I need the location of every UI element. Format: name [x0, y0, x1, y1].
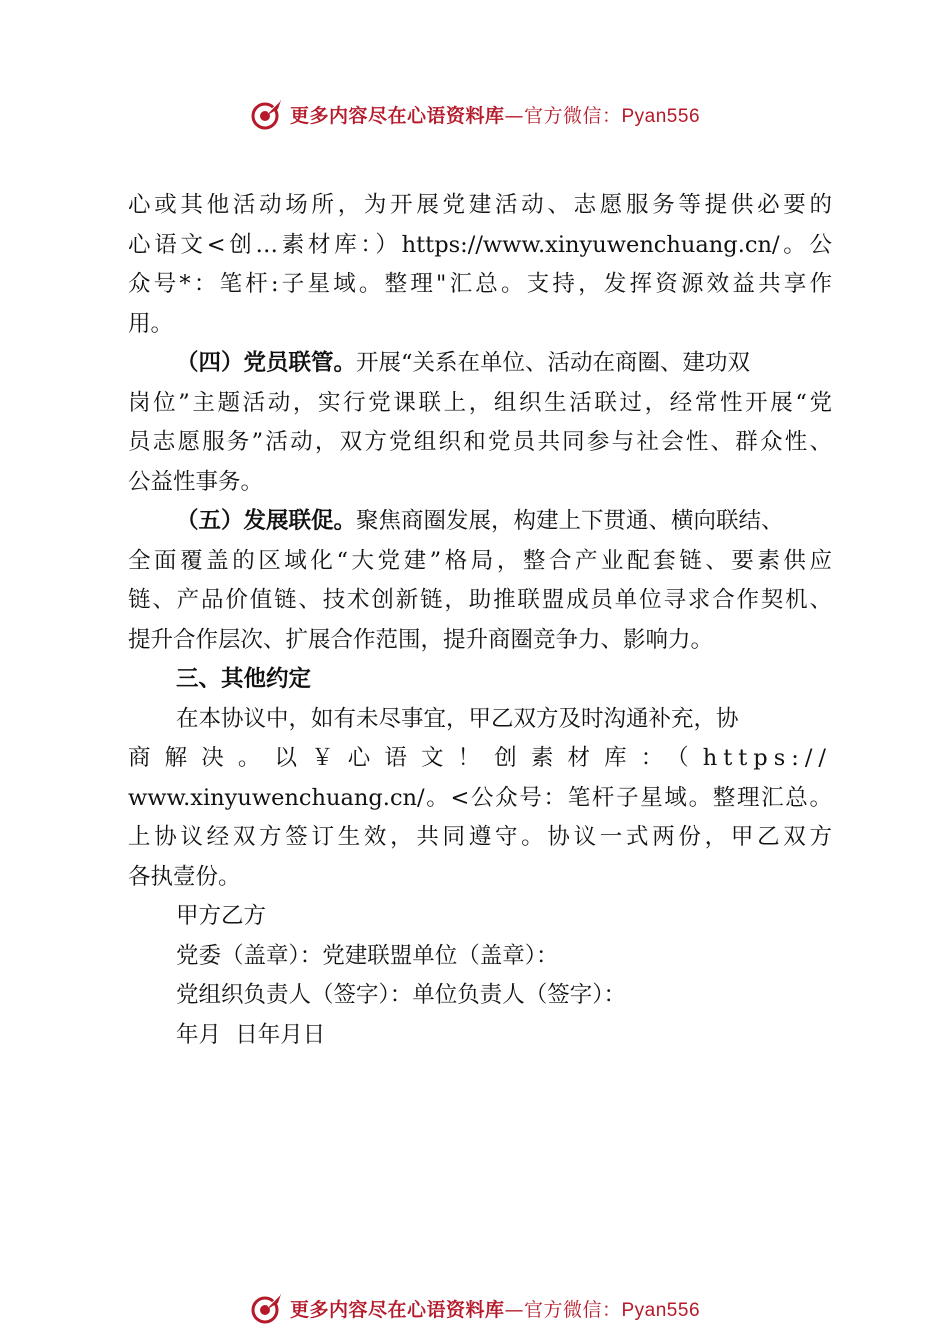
text-line: 心语文<创…素材库：）https://www.xinyuwenchuang.cn/。公	[128, 231, 832, 258]
header-watermark-banner	[0, 94, 950, 134]
signature-seal-line: 党委（盖章）：党建联盟单位（盖章）：	[176, 942, 559, 969]
signature-date-line: 年月 日年月日	[176, 1021, 326, 1048]
text-line: 上协议经双方签订生效，共同遵守。协议一式两份，甲乙双方	[128, 824, 832, 850]
text-line: 在本协议中，如有未尽事宜，甲乙双方及时沟通补充，协	[176, 705, 739, 732]
document-body	[128, 186, 832, 1055]
quill-logo-icon	[250, 1291, 284, 1325]
paragraph-lead-heading: （四）党员联管。	[176, 350, 357, 376]
text-line: 全面覆盖的区域化“大党建”格局，整合产业配套链、要素供应	[128, 547, 832, 574]
banner-account: Pyan556	[621, 105, 701, 127]
banner-wechat-label: 官方微信：	[523, 1298, 622, 1321]
text-line: 提升合作层次、扩展合作范围，提升商圈竞争力、影响力。	[128, 626, 714, 653]
text-line: 众号*：笔杆:子星域。整理"汇总。支持，发挥资源效益共享作	[128, 271, 832, 297]
text-fragment: 开展“关系在单位、活动在商圈、建功双	[356, 350, 751, 376]
signature-sign-line: 党组织负责人（签字）：单位负责人（签字）：	[176, 982, 627, 1008]
section-heading: 三、其他约定	[176, 666, 312, 692]
banner-dash: —	[504, 1298, 524, 1321]
text-line: 链、产品价值链、技术创新链，助推联盟成员单位寻求合作契机、	[128, 587, 832, 613]
text-line: 商解决。以￥心语文！创素材库：（https://	[128, 745, 832, 771]
paragraph-line-lead	[128, 344, 832, 384]
footer-watermark-banner	[0, 1288, 950, 1328]
banner-wechat-label: 官方微信：	[523, 104, 622, 127]
text-line: 员志愿服务”活动，双方党组织和党员共同参与社会性、群众性、	[128, 429, 832, 455]
text-line: 用。	[128, 310, 174, 337]
text-line: 各执壹份。	[128, 863, 241, 890]
text-line: www.xinyuwenchuang.cn/。<公众号：笔杆子星域。整理汇总。	[128, 784, 832, 811]
paragraph-line-lead	[128, 502, 832, 542]
text-fragment: 聚焦商圈发展，构建上下贯通、横向联结、	[356, 508, 784, 534]
banner-title: 更多内容尽在心语资料库	[289, 104, 505, 127]
banner-title: 更多内容尽在心语资料库	[289, 1298, 505, 1321]
text-line: 岗位”主题活动，实行党课联上，组织生活联过，经常性开展“党	[128, 389, 832, 416]
text-line: 公益性事务。	[128, 468, 264, 495]
signature-parties: 甲方乙方	[176, 903, 267, 929]
text-line: 心或其他活动场所，为开展党建活动、志愿服务等提供必要的	[128, 192, 832, 218]
banner-dash: —	[504, 104, 524, 127]
paragraph-lead-heading: （五）发展联促。	[176, 508, 357, 534]
banner-account: Pyan556	[621, 1299, 701, 1321]
quill-logo-icon	[250, 97, 284, 131]
